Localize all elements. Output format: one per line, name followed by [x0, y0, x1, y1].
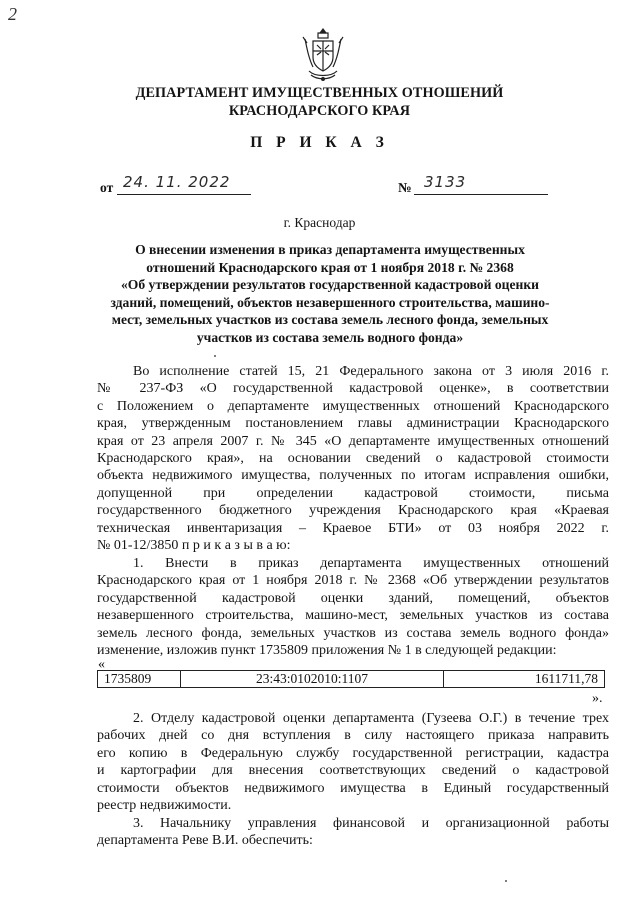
text-line: департамента Реве В.И. обеспечить:: [97, 833, 313, 849]
amendment-table: [97, 670, 605, 688]
text-line: государственной кадастровой оценки зданий, помещений, объектов: [97, 590, 609, 606]
text-line: края от 23 апреля 2007 г. № 345 «О департаменте имущественных отношений: [97, 433, 609, 449]
text-line: изменение, изложив пункт 1735809 приложения № 1 в следующей редакции:: [97, 643, 557, 659]
department-name-line-1: ДЕПАРТАМЕНТ ИМУЩЕСТВЕННЫХ ОТНОШЕНИЙ: [135, 85, 504, 101]
number-value: 3133: [424, 173, 467, 191]
number-field: [414, 173, 548, 195]
text-line: края, утвержденным постановлением главы администрации Краснодарского: [97, 416, 609, 432]
table-row: [98, 671, 605, 688]
text-line: с Положением о департаменте имущественных отношений Краснодарского: [97, 398, 609, 414]
text-line: 1. Внести в приказ департамента имущественных отношений: [133, 556, 609, 571]
text-line: № 237-ФЗ «О государственной кадастровой оценке», в соответствии: [97, 381, 609, 397]
text-line: допущенной при определении кадастровой стоимости, письма: [97, 485, 609, 501]
text-line: 2. Отделу кадастровой оценки департамента (Гузеева О.Г.) в течение трех: [133, 711, 609, 726]
subject-line: «Об утверждении результатов государственной кадастровой оценки: [120, 277, 539, 293]
text-line: стоимости объектов недвижимого имущества в Единый государственный: [97, 780, 609, 796]
item-2-paragraph: [97, 710, 609, 814]
scan-speck: [505, 880, 507, 882]
date-label: от: [100, 180, 114, 195]
text-line: земель лесного фонда, земельных участков из состава земель водного фонда»: [97, 625, 609, 641]
text-line: 3. Начальнику управления финансовой и организационной работы: [133, 816, 609, 831]
text-line: техническая инвентаризация – Краевое БТИ» от 03 ноября 2022 г.: [97, 520, 609, 536]
scan-speck: [214, 355, 216, 357]
text-line: Краснодарского края», на основании сведений о кадастровой стоимости: [97, 451, 609, 467]
cadastral-number-cell: 23:43:0102010:1107: [181, 671, 444, 688]
subject-line: участков из состава земель водного фонда»: [196, 329, 464, 345]
opening-quote: «: [98, 657, 105, 672]
order-subject: [100, 241, 560, 347]
text-line: и картографии для внесения соответствующих сведений о кадастровой: [97, 763, 609, 779]
text-line: его копию в Федеральную службу государственной регистрации, кадастра: [97, 745, 609, 761]
item-3-paragraph: [97, 815, 609, 850]
subject-line: О внесении изменения в приказ департамента имущественных: [135, 242, 525, 257]
text-line: Краснодарского края от 1 ноября 2018 г. № 2368 «Об утверждении результатов: [97, 573, 609, 589]
date-value: 24. 11. 2022: [123, 173, 231, 191]
date-field: [117, 173, 251, 195]
subject-line: зданий, помещений, объектов незавершенного строительства, машино-: [110, 294, 550, 310]
number-label: №: [398, 180, 412, 195]
cadastral-value-cell: 1611711,78: [444, 671, 605, 688]
text-line: реестр недвижимости.: [97, 798, 232, 814]
text-line: рабочих дней со дня вступления в силу настоящего приказа направить: [97, 728, 609, 744]
text-line: № 01-12/3850 п р и к а з ы в а ю:: [97, 538, 291, 554]
subject-line: отношений Краснодарского края от 1 ноября 2018 г. № 2368: [146, 259, 514, 275]
coat-of-arms-icon: [301, 27, 345, 83]
subject-line: мест, земельных участков из состава земель лесного фонда, земельных: [111, 312, 549, 328]
item-1-paragraph: [97, 555, 609, 659]
text-line: Во исполнение статей 15, 21 Федерального закона от 3 июля 2016 г.: [133, 364, 609, 379]
department-name-line-2: КРАСНОДАРСКОГО КРАЯ: [228, 103, 411, 119]
text-line: государственного бюджетного учреждения Краснодарского края «Краевая: [97, 503, 609, 519]
text-line: незавершенного строительства, машино-мест, земельных участков из состава: [97, 608, 609, 624]
closing-quote: ».: [592, 691, 603, 706]
page-number-mark: 2: [8, 4, 17, 24]
text-line: объекта недвижимого имущества, полученных по итогам исправления ошибки,: [97, 468, 609, 484]
item-number-cell: 1735809: [98, 671, 181, 688]
preamble-paragraph: [97, 363, 609, 554]
city-line: г. Краснодар: [283, 215, 356, 230]
order-title: П Р И К А З: [250, 134, 389, 151]
